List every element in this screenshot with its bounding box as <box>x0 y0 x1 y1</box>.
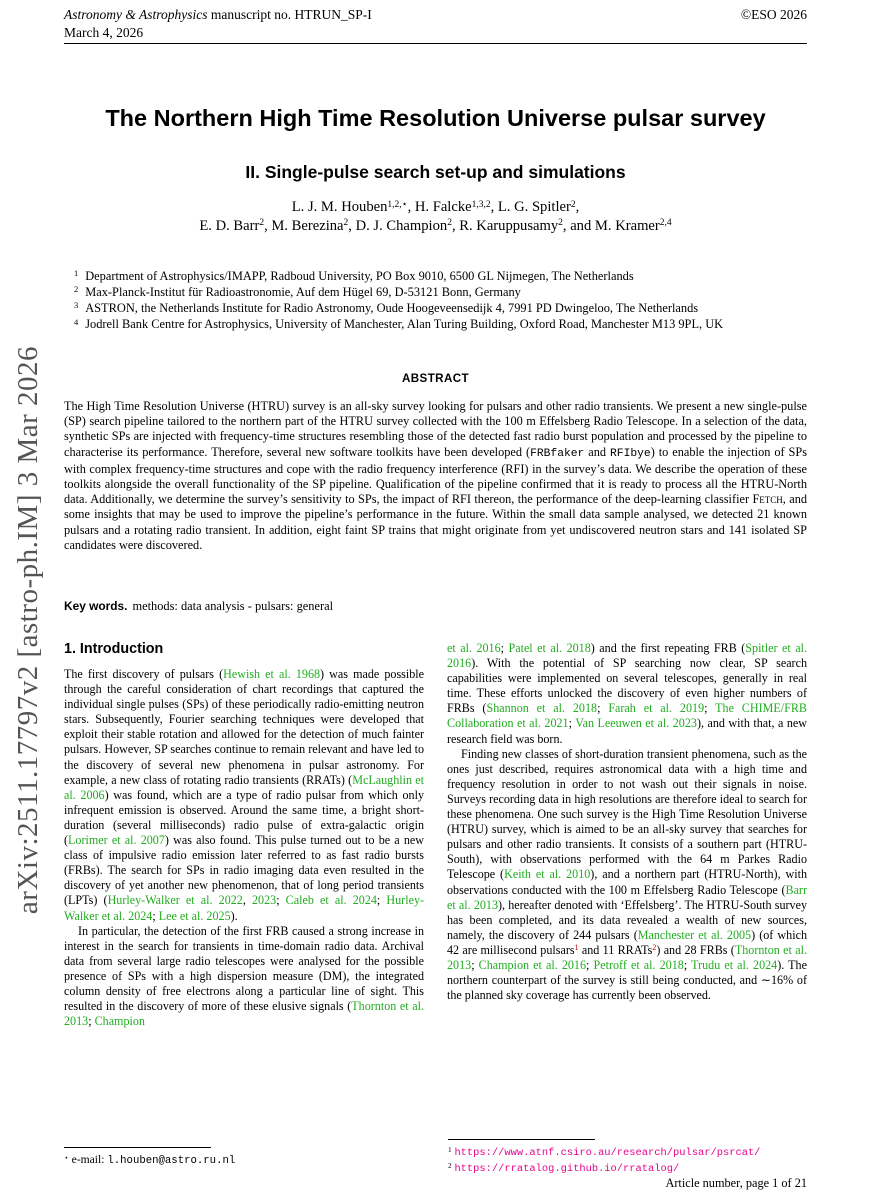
footnote-block-left <box>64 1147 425 1167</box>
abstract-text: The High Time Resolution Universe (HTRU) survey is an all-sky survey looking for pulsars and other radio transients. We present a new single-pulse (SP) search pipeline tailored to the northern part of the HTRU survey collected with the 100 m Effelsberg Radio Telescope. In a selection of the data, synthetic SPs are injected with frequency-time structures resembling those of the detected fast radio burst population and processed by the pipeline to characterise its performance. Therefore, several new software toolkits have been developed (FRBfaker and RFIbye) to enable the injection of SPs with complex frequency-time structures and cope with the radio frequency interference (RFI) in the survey’s data. We describe the operation of these toolkits alongside the overall functionality of the SP pipeline. Qualification of the pipeline confirmed that it is ready to process all the HTRU-North data. Additionally, we determine the survey’s sensitivity to SPs, the impact of RFI thereon, the performance of the deep-learning classifier Fetch, and some insights that may be used to improve the pipeline’s performance in the future. Within the small data sample analysed, we detected 21 known pulsars and a rotating radio transient. In addition, eight faint SP trains that might originate from yet undiscovered neutron stars and 141 isolated SP candidates were discovered. <box>64 399 808 552</box>
text-mono: FRBfaker <box>530 447 585 460</box>
author-list <box>0 198 871 235</box>
arxiv-identifier-text: arXiv:2511.17797v2 [astro-ph.IM] 3 Mar 2026 <box>12 345 44 915</box>
keywords-label: Key words. <box>64 599 128 613</box>
journal-manuscript-line: Astronomy & Astrophysics manuscript no. HTRUN_SP-I <box>64 7 372 22</box>
citation-link[interactable]: Lee et al. 2025 <box>158 908 231 923</box>
citation-link[interactable]: Hurley-Walker et al. 2022 <box>107 893 243 908</box>
citation-link[interactable]: McLaughlin et al. 2006 <box>64 772 425 802</box>
footnote-url-1 <box>448 1145 809 1161</box>
text-sup: ⋆ <box>64 1152 69 1162</box>
citation-link[interactable]: Champion et al. 2016 <box>478 957 587 972</box>
citation-link[interactable]: Champion <box>94 1014 145 1029</box>
text-sup: 1,2,⋆ <box>387 199 408 210</box>
page-number-footer: Article number, page 1 of 21 <box>665 1176 807 1190</box>
affiliation-text: Department of Astrophysics/IMAPP, Radboud University, PO Box 9010, 6500 GL Nijmegen, The Netherlands <box>85 269 634 283</box>
citation-link[interactable]: Petroff et al. 2018 <box>593 957 684 972</box>
footnote-rule <box>64 1147 211 1148</box>
affiliation-number: 4 <box>74 316 79 327</box>
text-mono: l.houben@astro.ru.nl <box>107 1155 236 1167</box>
text-sup: 2 <box>343 218 349 229</box>
footnote-ref[interactable]: 1 <box>574 943 579 953</box>
url-link[interactable]: https://rratalog.github.io/rratalog/ <box>454 1163 680 1175</box>
url-link[interactable]: https://www.atnf.csiro.au/research/pulsar/psrcat/ <box>454 1147 761 1159</box>
paragraph: In particular, the detection of the first FRB caused a strong increase in interest in the search for transients in time-domain radio data. Archival data from several large radio telescopes were analysed for the possible presence of SPs with a high dispersion measure (DM), the integrated column density of free electrons along a particular line of sight. This resulted in the discovery of more of these elusive signals (Thornton et al. 2013; Champion <box>64 923 424 1029</box>
citation-link[interactable]: Patel et al. 2018 <box>508 641 591 655</box>
footnote-email: ⋆ e-mail: l.houben@astro.ru.nl <box>64 1152 236 1167</box>
footnote-ref[interactable]: 2 <box>652 943 657 953</box>
manuscript-header-left <box>64 6 372 41</box>
text-sup: 2 <box>558 218 563 229</box>
affiliation-row <box>74 284 811 300</box>
affiliation-row <box>74 300 811 316</box>
section-heading-introduction: 1. Introduction <box>64 641 164 657</box>
text-sup: 1,3,2 <box>471 199 491 210</box>
text-smallcaps: Fetch <box>752 492 783 507</box>
citation-link[interactable]: 2023 <box>252 893 277 908</box>
keywords-line <box>64 599 807 614</box>
affiliation-text: Jodrell Bank Centre for Astrophysics, University of Manchester, Alan Turing Building, Oxford Road, Manchester M13 9PL, UK <box>85 317 724 332</box>
affiliation-list <box>74 268 811 333</box>
affiliation-row <box>74 268 811 284</box>
text-sup: 2 <box>448 1161 452 1170</box>
text-italic: Astronomy & Astrophysics <box>64 7 208 22</box>
manuscript-header <box>64 6 807 41</box>
citation-link[interactable]: Spitler et al. 2016 <box>447 641 807 671</box>
citation-link[interactable]: Thornton et al. 2013 <box>447 942 807 972</box>
text-mono: RFIbye <box>610 447 651 460</box>
text-sup: 1 <box>448 1145 452 1154</box>
affiliation-number: 2 <box>74 284 79 295</box>
affiliation-text: ASTRON, the Netherlands Institute for Radio Astronomy, Oude Hoogeveensedijk 4, 7991 PD Dwingeloo, The Netherlands <box>85 301 699 316</box>
paper-subtitle: II. Single-pulse search set-up and simulations <box>245 162 626 182</box>
paragraph: Finding new classes of short-duration transient phenomena, such as the ones just described, requires astronomical data with a high time and frequency resolution in order to not wash out their signals in noise. Surveys recording data in high resolutions are therefore ideal to search for these phenomena. One such survey is the High Time Resolution Universe (HTRU) survey, which is aimed to be an all-sky survey that searches for pulsars and other radio transients. It consists of a southern part (HTRU-South), with observations performed with the 64 m Parkes Radio Telescope (Keith et al. 2010), and a northern part (HTRU-North), with observations conducted with the 100 m Effelsberg Radio Telescope (Barr et al. 2013), hereafter denoted with ‘Effelsberg’. The HTRU-South survey has been completed, and its data revealed a wealth of new sources, namely, the discovery of 244 pulsars (Manchester et al. 2005) (of which 42 are millisecond pulsars$^1$ and 11 RRATs$^2$) and 28 FRBs (Thornton et al. 2013; Champion et al. 2016; Petroff et al. 2018; Trudu et al. 2024). The northern counterpart of the survey is still being conducted, and ∼16% of the planned sky coverage has currently been observed. <box>447 746 807 1003</box>
citation-link[interactable]: et al. 2016 <box>447 641 501 655</box>
affiliation-number: 3 <box>74 300 79 311</box>
text-sup: 2,4 <box>659 218 672 229</box>
footnote-rule <box>448 1139 595 1140</box>
paragraph: The first discovery of pulsars (Hewish et al. 1968) was made possible through the careful consideration of chart recordings that captured the individual single pulses (SPs) of these periodically radio-emitting neutron stars. Subsequently, Fourier searching techniques were developed that exploit their stable rotation and allowed for the detection of much fainter pulsars. However, SP searches continue to remain relevant and have led to the discovery of several new phenomena in pulsar astronomy. For example, a new class of rotating radio transients (RRATs) (McLaughlin et al. 2006) was found, which are a type of radio pulsar from which only infrequent emission is observed. Around the same time, a bright short-duration (several milliseconds) radio pulse of extra-galactic origin (Lorimer et al. 2007) was also found. This pulse turned out to be a new class of impulsive radio emission later referred to as fast radio bursts (FRBs). The search for SPs in radio imaging data even resulted in the discovery of yet another new phenomenon, that of long period transients (LPTs) (Hurley-Walker et al. 2022, 2023; Caleb et al. 2024; Hurley-Walker et al. 2024; Lee et al. 2025). <box>64 667 425 923</box>
column-right <box>447 641 807 1145</box>
citation-link[interactable]: Trudu et al. 2024 <box>691 957 778 972</box>
citation-link[interactable]: Caleb et al. 2024 <box>285 893 377 908</box>
text-sup: 2 <box>259 218 265 229</box>
affiliation-number: 1 <box>74 268 79 279</box>
paragraph: et al. 2016; Patel et al. 2018) and the first repeating FRB (Spitler et al. 2016). With the potential of SP searching now clear, SP search capabilities were implemented on several telescopes, generally in real time. These efforts unlocked the discovery of even higher numbers of FRBs (Shannon et al. 2018; Farah et al. 2019; The CHIME/FRB Collaboration et al. 2021; Van Leeuwen et al. 2023), and with that, a new research field was born. <box>447 641 807 746</box>
citation-link[interactable]: Shannon et al. 2018 <box>486 701 598 716</box>
text-sup: 2 <box>570 199 576 210</box>
text-sup: 2 <box>447 218 452 229</box>
paper-title: The Northern High Time Resolution Universe pulsar survey <box>105 105 766 131</box>
body-columns <box>64 641 807 1145</box>
citation-link[interactable]: Manchester et al. 2005 <box>637 927 752 942</box>
author-line-1: L. J. M. Houben$^{1,2,⋆}$, H. Falcke$^{1,3,2}$, L. G. Spitler$^2$, <box>291 199 580 215</box>
affiliation-row <box>74 316 811 332</box>
citation-link[interactable]: Hewish et al. 1968 <box>223 667 321 681</box>
arxiv-identifier-banner <box>11 250 45 1010</box>
copyright-notice: ©ESO 2026 <box>740 7 807 22</box>
citation-link[interactable]: The CHIME/FRB Collaboration et al. 2021 <box>447 701 807 731</box>
column-left <box>64 641 424 1145</box>
citation-link[interactable]: Lorimer et al. 2007 <box>68 833 165 848</box>
author-line-2: E. D. Barr$^2$, M. Berezina$^2$, D. J. Champion$^2$, R. Karuppusamy$^2$, and M. Kramer$^{2,4}$ <box>199 217 672 234</box>
citation-link[interactable]: Thornton et al. 2013 <box>64 999 424 1029</box>
manuscript-date: March 4, 2026 <box>64 24 144 40</box>
abstract-heading: ABSTRACT <box>402 372 469 385</box>
citation-link[interactable]: Farah et al. 2019 <box>608 701 705 716</box>
affiliation-text: Max-Planck-Institut für Radioastronomie, Auf dem Hügel 69, D-53121 Bonn, Germany <box>85 285 521 300</box>
header-rule <box>64 43 807 44</box>
footnote-block-right <box>448 1139 809 1177</box>
citation-link[interactable]: Barr et al. 2013 <box>447 882 807 912</box>
keywords-text: methods: data analysis - pulsars: general <box>132 599 334 613</box>
citation-link[interactable]: Van Leeuwen et al. 2023 <box>575 716 697 731</box>
footnote-url-2 <box>448 1161 809 1177</box>
citation-link[interactable]: Hurley-Walker et al. 2024 <box>64 893 425 923</box>
citation-link[interactable]: Keith et al. 2010 <box>504 867 591 882</box>
